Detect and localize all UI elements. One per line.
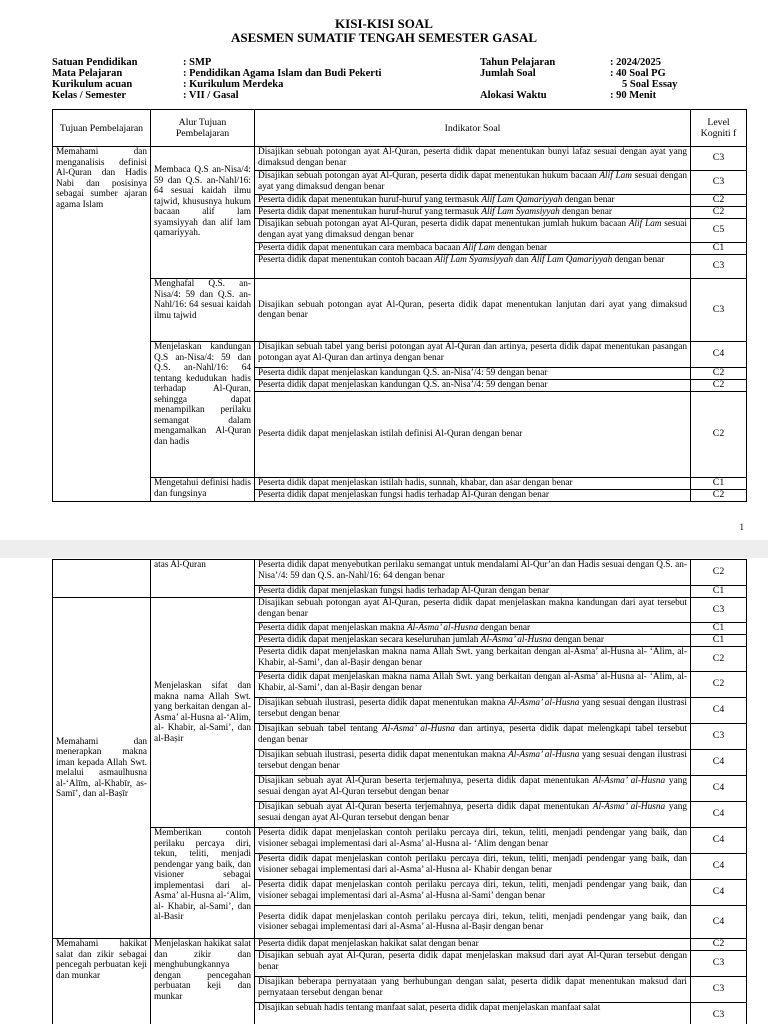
level-cell: C2 <box>691 560 747 586</box>
level-cell: C2 <box>691 939 747 951</box>
indikator-cell: Disajikan sebuah potongan ayat Al-Quran, peserta didik dapat menentukan bunyi lafaz sesuai dengan ayat yang dimaksud dengan benar <box>255 147 691 171</box>
level-cell: C1 <box>691 478 747 490</box>
level-cell: C4 <box>691 342 747 368</box>
level-cell: C3 <box>691 598 747 623</box>
alur-cell: Mengetahui definisi hadis dan fungsinya <box>151 478 255 502</box>
document-subtitle: ASESMEN SUMATIF TENGAH SEMESTER GASAL <box>230 30 538 45</box>
alur-cell: Menjelaskan sifat dan makna nama Allah Swt. yang berkaitan dengan al-Asma’ al-Husna al-‘Alim, al- Khabir, al-Sami’, dan al-Baṣir <box>151 598 255 828</box>
indikator-cell: Peserta didik dapat menjelaskan hakikat salat dengan benar <box>255 939 691 951</box>
meta-value: : 2024/2025 <box>610 57 662 68</box>
document-page-2 <box>0 558 768 1024</box>
level-cell: C5 <box>691 219 747 243</box>
indikator-cell: Disajikan sebuah potongan ayat Al-Quran, peserta didik dapat menentukan lanjutan dari ayat yang dimaksud dengan benar <box>255 279 691 342</box>
meta-value: : Pendidikan Agama Islam dan Budi Pekerti <box>183 68 382 79</box>
level-cell: C2 <box>691 647 747 672</box>
header-indikator: Indikator Soal <box>255 110 691 147</box>
indikator-cell: Peserta didik dapat menjelaskan makna nama Allah Swt. yang berkaitan dengan al-Asma’ al-Husna al- ‘Alim, al- Khabir, al-Sami’, dan al-Baṣir dengan benar <box>255 672 691 698</box>
header-level: Level Kogniti f <box>691 110 747 147</box>
meta-label: Alokasi Waktu <box>480 90 547 101</box>
level-cell: C4 <box>691 880 747 906</box>
page-number: 1 <box>739 522 744 532</box>
indikator-cell: Disajikan sebuah potongan ayat Al-Quran, peserta didik dapat menentukan jumlah hukum bacaan Alif Lam sesuai dengan ayat yang dimaksud dengan benar <box>255 219 691 243</box>
indikator-cell: Disajikan sebuah tabel tentang Al-Asma’ al-Husna dan artinya, peserta didik dapat melengkapi tabel tersebut dengan benar <box>255 724 691 750</box>
tujuan-cell: Memahami dan menganalisis definisi Al-Quran dan Hadis Nabi dan posisinya sebagai sumber ajaran agama Islam <box>53 147 151 502</box>
indikator-cell: Peserta didik dapat menentukan cara membaca bacaan Alif Lam dengan benar <box>255 243 691 255</box>
level-cell: C1 <box>691 243 747 255</box>
level-cell: C2 <box>691 368 747 380</box>
meta-value: : VII / Gasal <box>183 90 239 101</box>
indikator-cell: Peserta didik dapat menentukan huruf-huruf yang termasuk Alif Lam Qamariyyah dengan benar <box>255 195 691 207</box>
level-cell: C3 <box>691 724 747 750</box>
level-cell: C3 <box>691 1003 747 1024</box>
alur-cell: Memberikan contoh perilaku percaya diri, tekun, teliti, menjadi pendengar yang baik, dan visioner sebagai implementasi dari al-Asma’ al-Husna al-‘Alim, al- Khabir, al-Sami’, dan al-Basir <box>151 828 255 939</box>
meta-label: Tahun Pelajaran <box>480 57 556 68</box>
level-cell: C4 <box>691 698 747 724</box>
level-cell: C4 <box>691 802 747 828</box>
document-title: KISI-KISI SOAL <box>335 16 433 31</box>
alur-cell: Menjelaskan kandungan Q.S an-Nisa/4: 59 dan Q.S. an-Nahl/16: 64 tentang kedudukan hadis terhadap Al-Quran, sehingga dapat menampilkan perilaku semangat dalam mengamalkan Al-Quran dan hadis <box>151 342 255 478</box>
indikator-cell: Peserta didik dapat menjelaskan contoh perilaku percaya diri, tekun, teliti, menjadi pendengar yang baik, dan visioner sebagai implementasi dari al-Asma’ al-Husna al- ‘Alim dengan benar <box>255 828 691 854</box>
indikator-cell: Disajikan sebuah tabel yang berisi potongan ayat Al-Quran dan artinya, peserta didik dapat menentukan pasangan potongan ayat Al-Quran dan artinya dengan benar <box>255 342 691 368</box>
indikator-cell: Disajikan sebuah ayat Al-Quran beserta terjemahnya, peserta didik dapat menentukan Al-Asma’ al-Husna yang sesuai dengan ayat Al-Quran tersebut dengan benar <box>255 802 691 828</box>
tujuan-cell: Memahami hakikat salat dan zikir sebagai pencegah perbuatan keji dan munkar <box>53 939 151 1024</box>
indikator-cell: Peserta didik dapat menjelaskan makna nama Allah Swt. yang berkaitan dengan al-Asma’ al-Husna al- ‘Alim, al- Khabir, al-Sami’, dan al-Baṣir dengan benar <box>255 647 691 672</box>
level-cell: C3 <box>691 951 747 977</box>
level-cell: C4 <box>691 906 747 939</box>
kisi-kisi-table-page2 <box>52 559 747 1024</box>
level-cell: C1 <box>691 586 747 598</box>
indikator-cell: Disajikan sebuah ayat Al-Quran, peserta didik dapat menjelaskan maksud dari ayat Al-Quran tersebut dengan benar <box>255 951 691 977</box>
alur-cell: atas Al-Quran <box>151 560 255 598</box>
indikator-cell: Disajikan sebuah ayat Al-Quran beserta terjemahnya, peserta didik dapat menentukan Al-Asma’ al-Husna yang sesuai dengan ayat Al-Quran tersebut dengan benar <box>255 776 691 802</box>
level-cell: C3 <box>691 279 747 342</box>
meta-label: Satuan Pendidikan <box>52 57 138 68</box>
page-gap <box>0 540 768 558</box>
level-cell: C2 <box>691 195 747 207</box>
meta-label: Kurikulum acuan <box>52 79 133 90</box>
level-cell: C4 <box>691 750 747 776</box>
tujuan-cell <box>53 560 151 598</box>
meta-label: Jumlah Soal <box>480 68 536 79</box>
header-alur: Alur Tujuan Pembelajaran <box>151 110 255 147</box>
level-cell: C2 <box>691 672 747 698</box>
indikator-cell: Disajikan sebuah hadis tentang manfaat salat, peserta didik dapat menjelaskan manfaat salat <box>255 1003 691 1024</box>
level-cell: C4 <box>691 828 747 854</box>
level-cell: C2 <box>691 207 747 219</box>
indikator-cell: Peserta didik dapat menjelaskan kandungan Q.S. an-Nisa’/4: 59 dengan benar <box>255 368 691 380</box>
level-cell: C1 <box>691 623 747 635</box>
indikator-cell: Disajikan beberapa pernyataan yang berhubungan dengan salat, peserta didik dapat menentukan maksud dari pernyataan tersebut dengan benar <box>255 977 691 1003</box>
indikator-cell: Peserta didik dapat menentukan huruf-huruf yang termasuk Alif Lam Syamsiyyah dengan benar <box>255 207 691 219</box>
meta-label: Kelas / Semester <box>52 90 127 101</box>
header-tujuan: Tujuan Pembelajaran <box>53 110 151 147</box>
indikator-cell: Disajikan sebuah potongan ayat Al-Quran, peserta didik dapat menjelaskan makna kandungan dari ayat tersebut dengan benar <box>255 598 691 623</box>
indikator-cell: Peserta didik dapat menjelaskan istilah definisi Al-Quran dengan benar <box>255 392 691 478</box>
indikator-cell: Disajikan sebuah ilustrasi, peserta didik dapat menentukan makna Al-Asma’ al-Husna yang sesuai dengan ilustrasi tersebut dengan benar <box>255 750 691 776</box>
meta-value: : 40 Soal PG <box>610 68 666 79</box>
indikator-cell: Peserta didik dapat menjelaskan contoh perilaku percaya diri, tekun, teliti, menjadi pendengar yang baik, dan visioner sebagai implementasi dari al-Asma’ al-Husna al-Baṣir dengan benar <box>255 906 691 939</box>
level-cell: C2 <box>691 380 747 392</box>
level-cell: C2 <box>691 392 747 478</box>
level-cell: C3 <box>691 977 747 1003</box>
alur-cell: Menjelaskan hakikat salat dan zikir dan menghubungkannya dengan pencegahan perbuatan keji dan munkar <box>151 939 255 1024</box>
indikator-cell: Peserta didik dapat menjelaskan makna Al-Asma’ al-Husna dengan benar <box>255 623 691 635</box>
indikator-cell: Peserta didik dapat menjelaskan fungsi hadis terhadap Al-Quran dengan benar <box>255 490 691 502</box>
level-cell: C1 <box>691 635 747 647</box>
tujuan-cell: Memahami dan menerapkan makna iman kepada Allah Swt. melalui asmaulhusna al-‘Alīm, al-Khabīr, as-Samī’, dan al-Baṣīr <box>53 598 151 939</box>
level-cell: C4 <box>691 854 747 880</box>
indikator-cell: Peserta didik dapat menjelaskan istilah hadis, sunnah, khabar, dan aṡar dengan benar <box>255 478 691 490</box>
level-cell: C3 <box>691 255 747 279</box>
meta-value: : SMP <box>183 57 212 68</box>
kisi-kisi-table-page1 <box>52 109 747 502</box>
meta-label: Mata Pelajaran <box>52 68 123 79</box>
meta-value: : Kurikulum Merdeka <box>183 79 284 90</box>
indikator-cell: Peserta didik dapat menyebutkan perilaku semangat untuk mendalami Al-Qur’an dan Hadis sesuai dengan Q.S. an-Nisa’/4: 59 dan Q.S. an-Nahl/16: 64 dengan benar <box>255 560 691 586</box>
indikator-cell: Disajikan sebuah ilustrasi, peserta didik dapat menentukan makna Al-Asma’ al-Husna yang sesuai dengan ilustrasi tersebut dengan benar <box>255 698 691 724</box>
indikator-cell: Disajikan sebuah potongan ayat Al-Quran, peserta didik dapat menentukan hukum bacaan Alif Lam sesuai dengan ayat yang dimaksud dengan benar <box>255 171 691 195</box>
alur-cell: Membaca Q.S an-Nisa/4: 59 dan Q.S. an-Nahl/16: 64 sesuai kaidah ilmu tajwid, khususnya hukum bacaan alif lam syamsiyyah dan alif lam qamariyyah. <box>151 147 255 279</box>
level-cell: C4 <box>691 776 747 802</box>
meta-value: : 90 Menit <box>610 90 657 101</box>
indikator-cell: Peserta didik dapat menjelaskan contoh perilaku percaya diri, tekun, teliti, menjadi pendengar yang baik, dan visioner sebagai implementasi dari al-Asma’ al-Husna al- Khabir dengan benar <box>255 854 691 880</box>
indikator-cell: Peserta didik dapat menentukan contoh bacaan Alif Lam Syamsiyyah dan Alif Lam Qamariyyah dengan benar <box>255 255 691 279</box>
alur-cell: Menghafal Q.S. an-Nisa/4: 59 dan Q.S. an-Nahl/16: 64 sesuai kaidah ilmu tajwid <box>151 279 255 342</box>
indikator-cell: Peserta didik dapat menjelaskan contoh perilaku percaya diri, tekun, teliti, menjadi pendengar yang baik, dan visioner sebagai implementasi dari al-Asma’ al-Husna al-Sami’ dengan benar <box>255 880 691 906</box>
indikator-cell: Peserta didik dapat menjelaskan fungsi hadis terhadap Al-Quran dengan benar <box>255 586 691 598</box>
level-cell: C2 <box>691 490 747 502</box>
meta-value: 5 Soal Essay <box>622 79 678 90</box>
indikator-cell: Peserta didik dapat menjelaskan kandungan Q.S. an-Nisa’/4: 59 dengan benar <box>255 380 691 392</box>
level-cell: C3 <box>691 147 747 171</box>
indikator-cell: Peserta didik dapat menjelaskan secara keseluruhan jumlah Al-Asma’ al-Husna dengan benar <box>255 635 691 647</box>
level-cell: C3 <box>691 171 747 195</box>
